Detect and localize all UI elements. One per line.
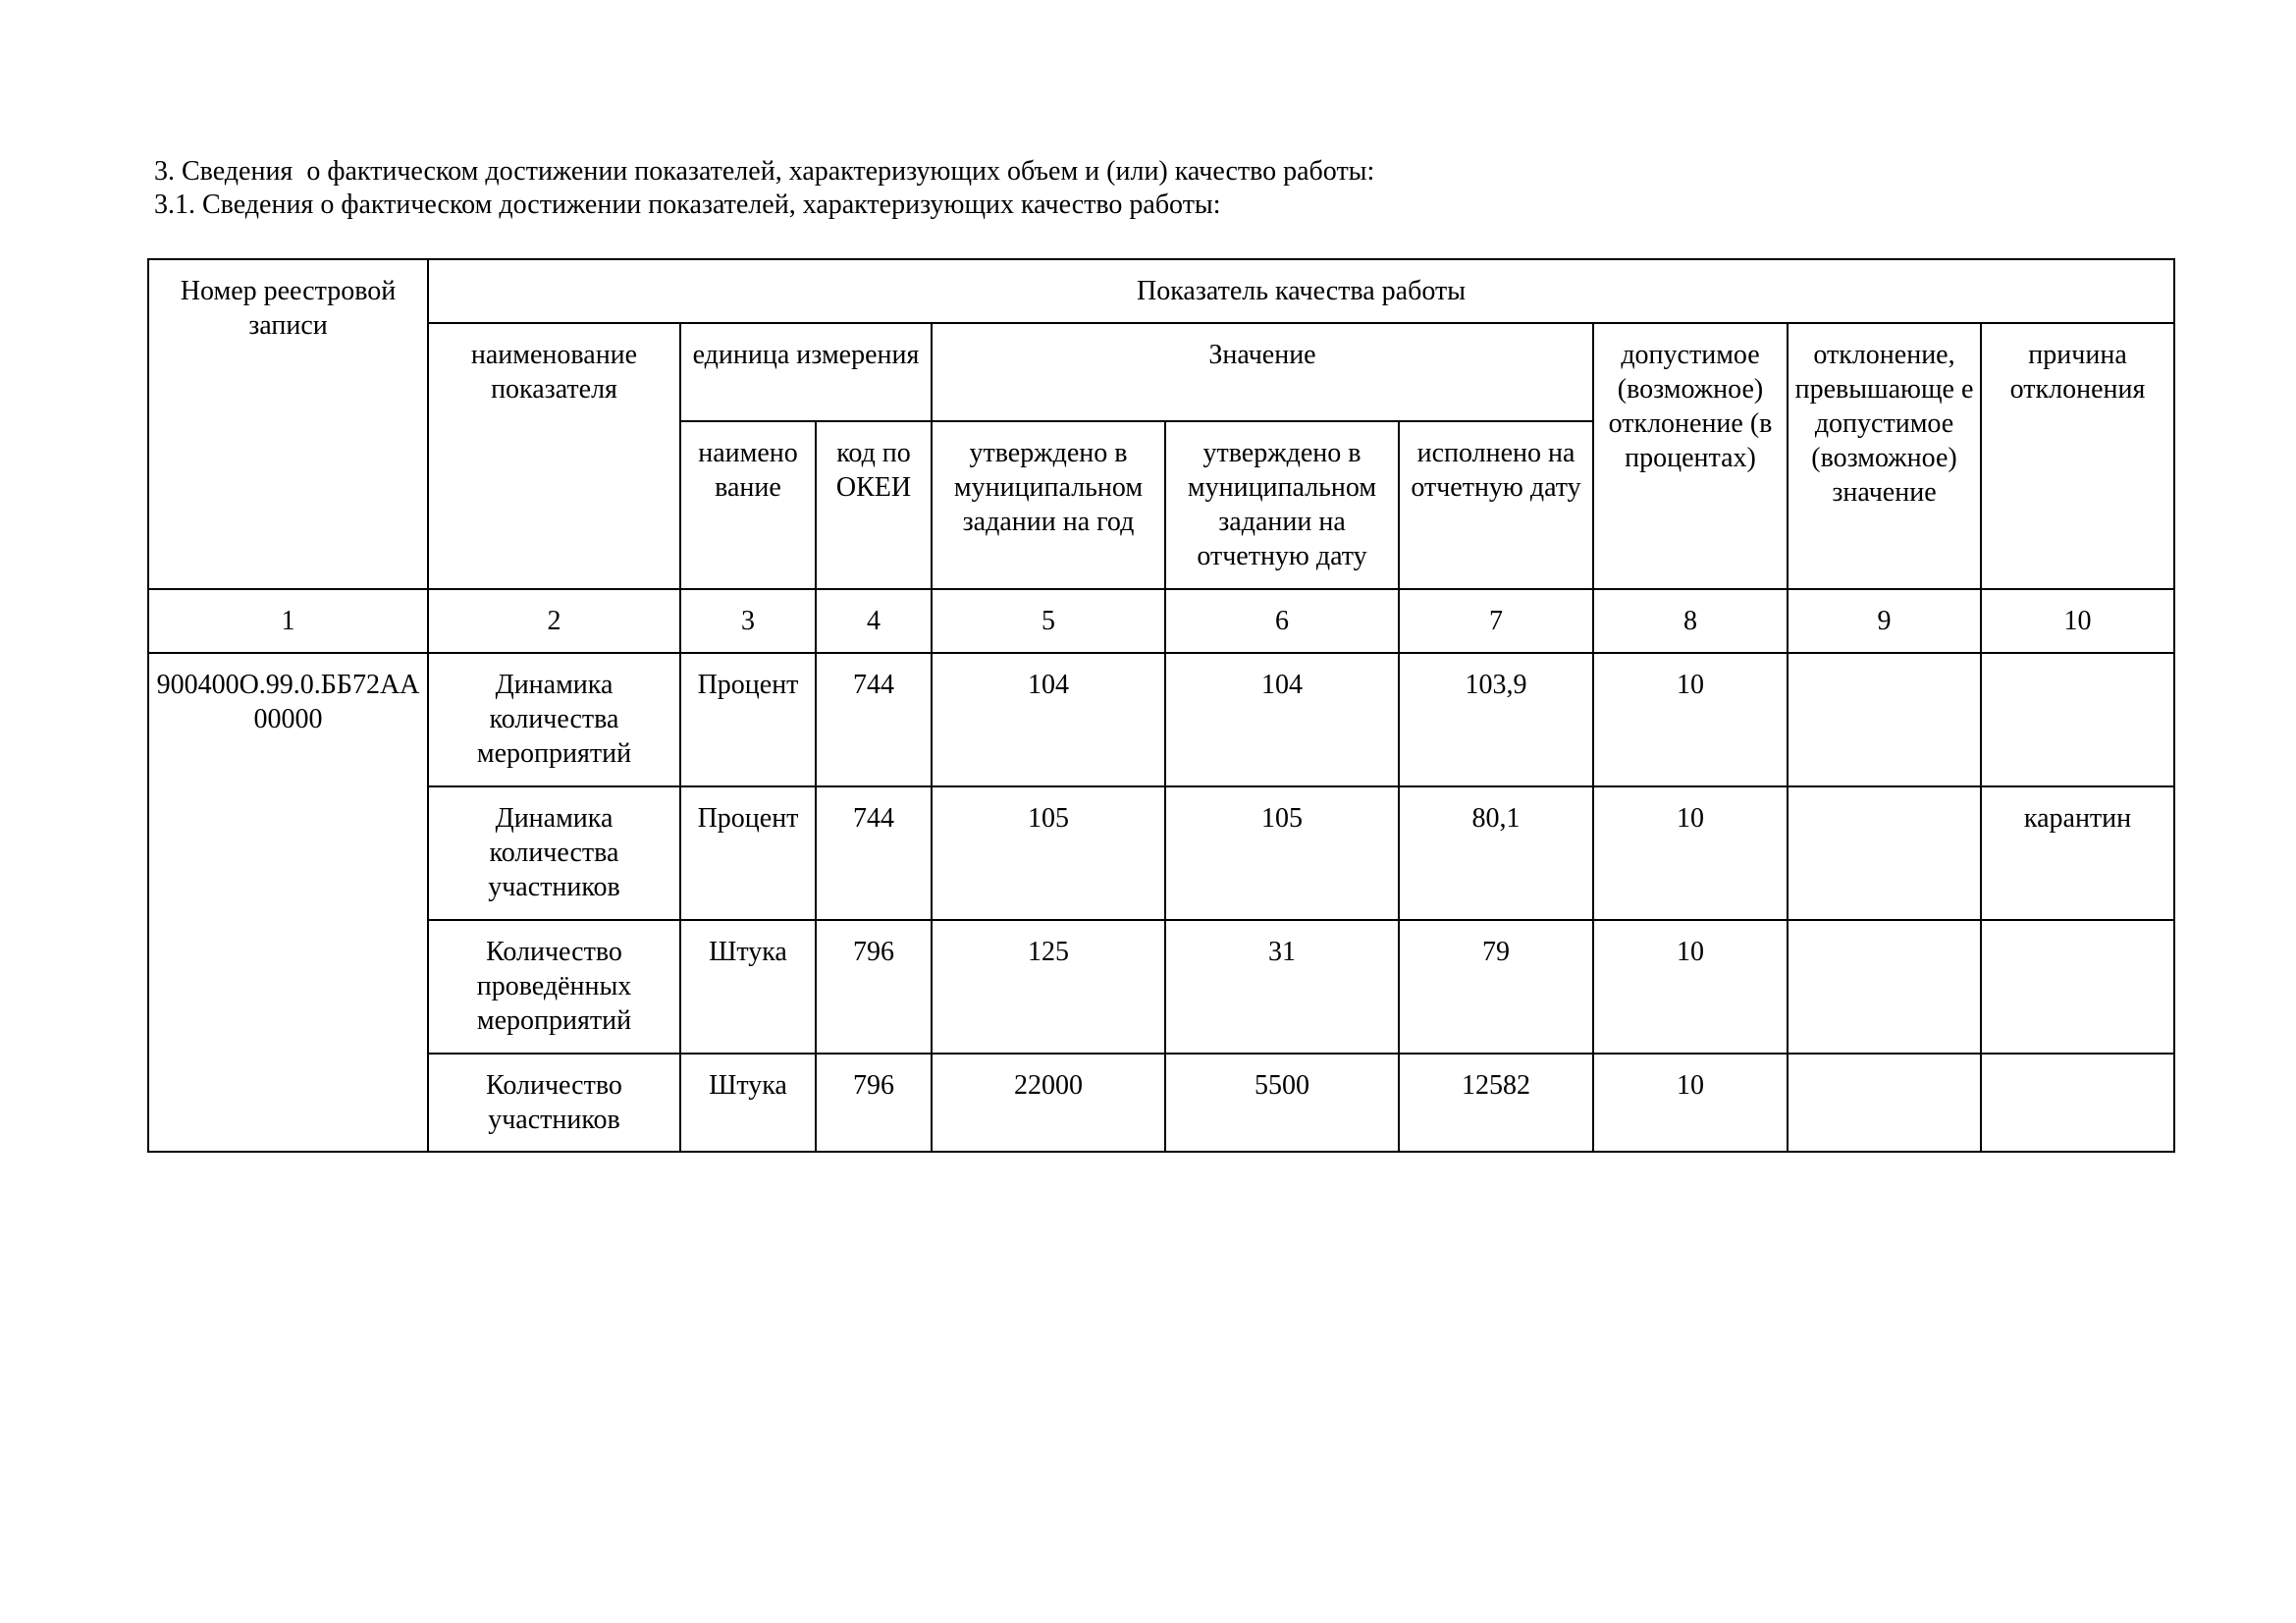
- heading-line-1: 3. Сведения о фактическом достижении показателей, характеризующих объем и (или) качество работы:: [154, 156, 1375, 187]
- indicator-name-cell: Динамика количества участников: [428, 786, 680, 920]
- header-executed-date: исполнено на отчетную дату: [1399, 421, 1593, 589]
- indicator-name-cell: Динамика количества мероприятий: [428, 653, 680, 786]
- column-number: 6: [1165, 589, 1399, 653]
- excess-deviation-cell: [1788, 1054, 1981, 1152]
- header-okei-code: код по ОКЕИ: [816, 421, 932, 589]
- unit-name-cell: Штука: [680, 920, 816, 1054]
- allowed-deviation-cell: 10: [1593, 1054, 1788, 1152]
- okei-code-cell: 744: [816, 786, 932, 920]
- registry-number-cell: 900400О.99.0.ББ72АА00000: [148, 653, 428, 1152]
- unit-name-cell: Процент: [680, 786, 816, 920]
- deviation-reason-cell: [1981, 653, 2174, 786]
- column-number: 8: [1593, 589, 1788, 653]
- header-quality-indicator: Показатель качества работы: [428, 259, 2174, 323]
- section-heading: [154, 155, 1374, 222]
- deviation-reason-cell: [1981, 920, 2174, 1054]
- excess-deviation-cell: [1788, 653, 1981, 786]
- header-allowed-deviation: допустимое (возможное) отклонение (в процентах): [1593, 323, 1788, 589]
- approved-date-cell: 5500: [1165, 1054, 1399, 1152]
- column-number: 2: [428, 589, 680, 653]
- heading-line-2: 3.1. Сведения о фактическом достижении показателей, характеризующих качество работы:: [154, 189, 1221, 220]
- header-approved-date: утверждено в муниципальном задании на отчетную дату: [1165, 421, 1399, 589]
- column-number: 7: [1399, 589, 1593, 653]
- column-number: 3: [680, 589, 816, 653]
- approved-year-cell: 105: [932, 786, 1165, 920]
- column-number: 5: [932, 589, 1165, 653]
- executed-cell: 80,1: [1399, 786, 1593, 920]
- allowed-deviation-cell: 10: [1593, 653, 1788, 786]
- approved-date-cell: 104: [1165, 653, 1399, 786]
- table-row: [148, 653, 2174, 786]
- header-approved-year: утверждено в муниципальном задании на год: [932, 421, 1165, 589]
- executed-cell: 79: [1399, 920, 1593, 1054]
- column-number: 10: [1981, 589, 2174, 653]
- header-unit-name: наимено вание: [680, 421, 816, 589]
- approved-date-cell: 105: [1165, 786, 1399, 920]
- allowed-deviation-cell: 10: [1593, 786, 1788, 920]
- executed-cell: 12582: [1399, 1054, 1593, 1152]
- header-value: Значение: [932, 323, 1593, 421]
- indicator-name-cell: Количество проведённых мероприятий: [428, 920, 680, 1054]
- header-row-1: [148, 259, 2174, 323]
- header-row-2: [148, 323, 2174, 421]
- deviation-reason-cell: карантин: [1981, 786, 2174, 920]
- okei-code-cell: 796: [816, 1054, 932, 1152]
- okei-code-cell: 796: [816, 920, 932, 1054]
- unit-name-cell: Штука: [680, 1054, 816, 1152]
- allowed-deviation-cell: 10: [1593, 920, 1788, 1054]
- column-number: 9: [1788, 589, 1981, 653]
- approved-year-cell: 125: [932, 920, 1165, 1054]
- excess-deviation-cell: [1788, 786, 1981, 920]
- quality-indicators-table: [147, 258, 2175, 1153]
- column-number: 4: [816, 589, 932, 653]
- okei-code-cell: 744: [816, 653, 932, 786]
- header-excess-deviation: отклонение, превышающе е допустимое (возможное) значение: [1788, 323, 1981, 589]
- header-deviation-reason: причина отклонения: [1981, 323, 2174, 589]
- approved-year-cell: 22000: [932, 1054, 1165, 1152]
- table-row: [148, 786, 2174, 920]
- indicator-name-cell: Количество участников: [428, 1054, 680, 1152]
- header-registry-number: Номер реестровой записи: [148, 259, 428, 589]
- header-indicator-name: наименование показателя: [428, 323, 680, 589]
- table-row: [148, 1054, 2174, 1152]
- column-number-row: [148, 589, 2174, 653]
- approved-date-cell: 31: [1165, 920, 1399, 1054]
- table-row: [148, 920, 2174, 1054]
- excess-deviation-cell: [1788, 920, 1981, 1054]
- column-number: 1: [148, 589, 428, 653]
- unit-name-cell: Процент: [680, 653, 816, 786]
- header-unit: единица измерения: [680, 323, 932, 421]
- executed-cell: 103,9: [1399, 653, 1593, 786]
- deviation-reason-cell: [1981, 1054, 2174, 1152]
- approved-year-cell: 104: [932, 653, 1165, 786]
